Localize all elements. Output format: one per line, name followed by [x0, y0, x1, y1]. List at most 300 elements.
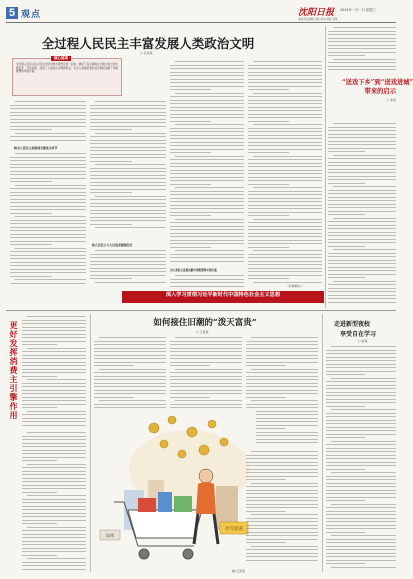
text-line — [246, 486, 318, 487]
text-line — [22, 492, 57, 493]
text-line — [170, 257, 244, 258]
text-line — [328, 270, 396, 271]
text-line — [326, 514, 396, 515]
text-line — [246, 511, 286, 512]
text-line — [170, 205, 244, 206]
text-line — [170, 243, 244, 244]
text-line — [246, 476, 318, 477]
text-line — [248, 121, 289, 122]
text-line — [22, 551, 86, 552]
lead-paragraph — [90, 100, 166, 230]
text-line — [326, 360, 396, 361]
text-line — [170, 351, 242, 352]
text-line — [90, 112, 166, 113]
text-line — [90, 171, 166, 172]
text-line — [95, 196, 166, 197]
lead-headline: 全过程人民民主丰富发展人类政治文明 — [41, 36, 255, 51]
text-line — [22, 365, 86, 366]
text-line — [170, 75, 244, 76]
text-line — [331, 378, 396, 379]
text-line — [94, 348, 166, 349]
text-line — [94, 404, 166, 405]
text-line — [170, 138, 244, 139]
text-line — [248, 261, 322, 262]
text-line — [10, 213, 52, 214]
text-line — [90, 199, 166, 200]
text-line — [170, 184, 211, 185]
text-line — [326, 385, 396, 386]
text-line — [328, 165, 396, 166]
lower-left-divider — [90, 314, 91, 572]
text-line — [170, 201, 244, 202]
text-line — [248, 271, 322, 272]
text-line — [175, 156, 244, 157]
text-line — [328, 221, 396, 222]
text-line — [22, 460, 57, 461]
text-line — [246, 435, 318, 436]
text-line — [15, 248, 86, 249]
lead-paragraph — [170, 274, 244, 288]
text-line — [10, 178, 86, 179]
text-line — [95, 250, 166, 251]
text-line — [248, 257, 322, 258]
text-line — [94, 372, 166, 373]
text-line — [246, 542, 286, 543]
text-line — [175, 61, 244, 62]
text-line — [10, 126, 86, 127]
text-line — [90, 175, 166, 176]
text-line — [90, 264, 166, 265]
text-line — [170, 261, 244, 262]
text-line — [170, 348, 242, 349]
text-line — [22, 534, 86, 535]
text-line — [90, 189, 166, 190]
text-line — [248, 173, 322, 174]
core-reading-box — [12, 58, 122, 96]
lower-right-byline: ○ 孙某 — [358, 339, 368, 343]
text-line — [246, 528, 318, 529]
text-line — [90, 119, 166, 120]
text-line — [326, 448, 396, 449]
text-line — [99, 337, 166, 338]
text-line — [90, 126, 166, 127]
text-line — [10, 167, 86, 168]
text-line — [22, 506, 86, 507]
text-line — [94, 351, 166, 352]
text-line — [22, 334, 86, 335]
text-line — [326, 521, 396, 522]
text-line — [326, 451, 396, 452]
section-label: 观点 — [21, 10, 42, 20]
text-line — [326, 388, 396, 389]
text-line — [326, 490, 396, 491]
core-reading-summary: 全过程人民民主将人民意志同中国式现代化统一起来，推动了民主制度在中国大地上的生根发芽、开花结果，创造了人类政治文明新形态，为全人类探索更好社会制度贡献了中国智慧和中国方案。 — [16, 63, 118, 73]
text-line — [328, 45, 396, 46]
text-line — [10, 164, 86, 165]
text-line — [328, 291, 396, 292]
text-line — [246, 493, 318, 494]
text-line — [170, 152, 211, 153]
text-line — [253, 156, 322, 157]
text-line — [10, 112, 86, 113]
text-line — [15, 279, 86, 280]
text-line — [248, 226, 322, 227]
text-line — [246, 532, 318, 533]
text-line — [170, 131, 244, 132]
text-line — [251, 451, 318, 452]
text-line — [246, 372, 318, 373]
lead-paragraph — [10, 100, 86, 144]
text-line — [248, 149, 322, 150]
text-line — [248, 191, 322, 192]
text-line — [22, 516, 86, 517]
text-line — [170, 159, 244, 160]
text-line — [326, 406, 365, 407]
feature-paragraph — [246, 450, 318, 562]
text-line — [10, 209, 86, 210]
text-line — [326, 560, 396, 561]
text-line — [246, 525, 318, 526]
text-line — [326, 511, 396, 512]
lead-paragraph — [10, 152, 86, 287]
text-line — [170, 393, 242, 394]
text-line — [94, 344, 166, 345]
text-line — [248, 278, 289, 279]
text-line — [90, 185, 166, 186]
text-line — [248, 163, 322, 164]
text-line — [170, 198, 244, 199]
text-line — [94, 390, 166, 391]
text-line — [90, 108, 166, 109]
text-line — [246, 362, 318, 363]
theme-banner-text: 深入学习贯彻习近平新时代中国特色社会主义思想 — [165, 292, 281, 298]
text-line — [22, 520, 86, 521]
text-line — [246, 442, 318, 443]
text-line — [175, 219, 244, 220]
text-line — [246, 500, 318, 501]
text-line — [170, 96, 244, 97]
text-line — [10, 195, 86, 196]
text-line — [10, 265, 86, 266]
text-line — [90, 192, 132, 193]
sidebar-headline-line-2: 带来的启示 — [364, 88, 396, 95]
text-line — [170, 222, 244, 223]
text-line — [22, 569, 86, 570]
text-line — [246, 404, 318, 405]
text-line — [248, 96, 322, 97]
text-line — [22, 478, 86, 479]
text-line — [22, 344, 57, 345]
text-line — [22, 513, 86, 514]
theme-banner — [122, 291, 324, 303]
text-line — [246, 539, 318, 540]
text-line — [22, 446, 86, 447]
text-line — [94, 376, 166, 377]
lower-right-headline-2: 享受自在学习 — [340, 331, 377, 338]
text-line — [10, 105, 86, 106]
text-line — [10, 237, 86, 238]
text-line — [326, 458, 396, 459]
text-line — [328, 172, 396, 173]
text-line — [22, 330, 86, 331]
text-line — [22, 407, 57, 408]
lead-subhead-1: 将全人民民主贯彻到全链条全环节 — [14, 146, 58, 150]
text-line — [175, 93, 244, 94]
text-line — [95, 133, 166, 134]
text-line — [22, 453, 86, 454]
text-line — [326, 416, 396, 417]
text-line — [10, 122, 86, 123]
text-line — [326, 528, 396, 529]
text-line — [15, 133, 86, 134]
text-line — [10, 174, 86, 175]
feature-illustration — [94, 410, 256, 572]
lead-paragraph — [248, 60, 322, 285]
text-line — [328, 284, 396, 285]
text-line — [22, 323, 86, 324]
text-line — [94, 393, 166, 394]
text-line — [328, 235, 396, 236]
text-line — [90, 122, 166, 123]
text-line — [22, 565, 86, 566]
text-line — [27, 527, 86, 528]
text-line — [10, 119, 86, 120]
lead-body-col-2 — [90, 100, 166, 290]
text-line — [246, 341, 318, 342]
text-line — [170, 240, 244, 241]
text-line — [246, 507, 318, 508]
text-line — [328, 190, 396, 191]
text-line — [253, 93, 322, 94]
text-line — [333, 123, 396, 124]
text-line — [326, 353, 396, 354]
text-line — [246, 535, 318, 536]
text-line — [246, 497, 318, 498]
text-line — [170, 376, 242, 377]
text-line — [328, 211, 396, 212]
text-line — [246, 560, 318, 561]
text-line — [328, 55, 365, 56]
text-line — [246, 386, 318, 387]
text-line — [331, 409, 396, 410]
text-line — [22, 425, 86, 426]
text-line — [22, 562, 86, 563]
text-line — [10, 157, 86, 158]
text-line — [248, 135, 322, 136]
text-line — [328, 288, 396, 289]
text-line — [90, 105, 166, 106]
text-line — [90, 254, 166, 255]
text-line — [22, 327, 86, 328]
text-line — [170, 173, 244, 174]
text-line — [328, 239, 396, 240]
text-line — [326, 395, 396, 396]
text-line — [246, 518, 318, 519]
text-line — [328, 183, 365, 184]
sidebar-column — [328, 26, 413, 308]
lower-right-headline-1: 走进新型夜校 — [334, 321, 371, 328]
text-line — [246, 465, 318, 466]
text-line — [175, 369, 242, 370]
text-line — [246, 365, 286, 366]
text-line — [333, 249, 396, 250]
text-line — [90, 157, 166, 158]
text-line — [10, 140, 86, 141]
text-line — [326, 556, 396, 557]
text-line — [22, 372, 86, 373]
text-line — [248, 268, 322, 269]
text-line — [170, 194, 244, 195]
text-line — [90, 136, 166, 137]
text-line — [175, 275, 244, 276]
text-line — [22, 436, 86, 437]
text-line — [328, 48, 396, 49]
text-line — [170, 233, 244, 234]
text-line — [22, 351, 86, 352]
text-line — [248, 236, 322, 237]
text-line — [326, 500, 365, 501]
text-line — [248, 240, 322, 241]
text-line — [248, 86, 322, 87]
text-line — [326, 364, 396, 365]
text-line — [22, 523, 57, 524]
text-line — [27, 558, 86, 559]
text-line — [248, 233, 322, 234]
text-line — [246, 479, 286, 480]
text-line — [246, 455, 318, 456]
text-line — [248, 243, 322, 244]
text-line — [328, 162, 396, 163]
text-line — [326, 486, 396, 487]
text-line — [253, 282, 322, 283]
text-line — [248, 138, 322, 139]
text-line — [328, 52, 396, 53]
text-line — [251, 483, 318, 484]
text-line — [170, 145, 244, 146]
text-line — [328, 197, 396, 198]
feature-byline: ○ 王某某 — [196, 330, 209, 334]
text-line — [22, 400, 86, 401]
text-line — [94, 386, 166, 387]
text-line — [170, 82, 244, 83]
text-line — [328, 38, 396, 39]
feature-paragraph — [246, 336, 318, 446]
text-line — [170, 180, 244, 181]
text-line — [22, 376, 57, 377]
text-line — [328, 179, 396, 180]
text-line — [170, 282, 244, 283]
text-line — [328, 214, 365, 215]
text-line — [170, 114, 244, 115]
text-line — [328, 141, 396, 142]
text-line — [326, 367, 396, 368]
text-line — [22, 362, 86, 363]
text-line — [90, 140, 166, 141]
lower-left-paragraph — [22, 431, 86, 571]
text-line — [248, 82, 322, 83]
lead-author-note: （作者单位：） — [286, 284, 305, 288]
text-line — [248, 103, 322, 104]
text-line — [246, 504, 318, 505]
text-line — [170, 128, 244, 129]
text-line — [248, 264, 322, 265]
lower-left-column — [6, 315, 88, 571]
text-line — [328, 204, 396, 205]
lower-left-paragraph — [22, 315, 86, 427]
text-line — [22, 393, 86, 394]
text-line — [248, 142, 322, 143]
text-line — [90, 220, 166, 221]
text-line — [22, 481, 86, 482]
text-line — [175, 400, 242, 401]
text-line — [326, 437, 365, 438]
page-number-badge — [6, 7, 18, 19]
text-line — [90, 178, 166, 179]
text-line — [10, 171, 86, 172]
core-reading-label: 核心阅读 — [51, 56, 71, 61]
text-line — [170, 163, 244, 164]
text-line — [10, 160, 86, 161]
sign-text-2: 淄博 — [105, 533, 115, 538]
text-line — [326, 549, 396, 550]
text-line — [170, 407, 242, 408]
text-line — [331, 567, 396, 568]
text-line — [22, 418, 86, 419]
text-line — [248, 75, 322, 76]
text-line — [170, 135, 244, 136]
text-line — [328, 225, 396, 226]
text-line — [170, 177, 244, 178]
text-line — [331, 441, 396, 442]
text-line — [90, 154, 166, 155]
text-line — [246, 348, 318, 349]
lower-left-headline: 更好发挥消费主引擎作用 — [9, 321, 19, 420]
text-line — [99, 400, 166, 401]
text-line — [22, 414, 86, 415]
text-line — [248, 128, 322, 129]
text-line — [246, 490, 318, 491]
text-line — [333, 59, 396, 60]
text-line — [22, 386, 86, 387]
text-line — [328, 137, 396, 138]
text-line — [22, 555, 57, 556]
text-line — [328, 34, 396, 35]
text-line — [22, 439, 86, 440]
text-line — [248, 247, 289, 248]
lead-body-col-1 — [10, 100, 86, 290]
text-line — [90, 203, 166, 204]
editor-line: 本版责任编辑 刘某 美术 排版 某某 — [298, 18, 338, 21]
text-line — [248, 110, 322, 111]
text-line — [326, 479, 396, 480]
text-line — [246, 472, 318, 473]
text-line — [27, 348, 86, 349]
text-line — [170, 191, 244, 192]
text-line — [170, 236, 244, 237]
text-line — [246, 411, 318, 412]
text-line — [333, 27, 396, 28]
text-line — [95, 227, 166, 228]
text-line — [22, 474, 86, 475]
text-line — [10, 206, 86, 207]
text-line — [328, 66, 396, 67]
text-line — [328, 62, 396, 63]
text-line — [22, 548, 86, 549]
text-line — [248, 177, 322, 178]
text-line — [333, 281, 396, 282]
text-line — [170, 247, 211, 248]
text-line — [328, 207, 396, 208]
